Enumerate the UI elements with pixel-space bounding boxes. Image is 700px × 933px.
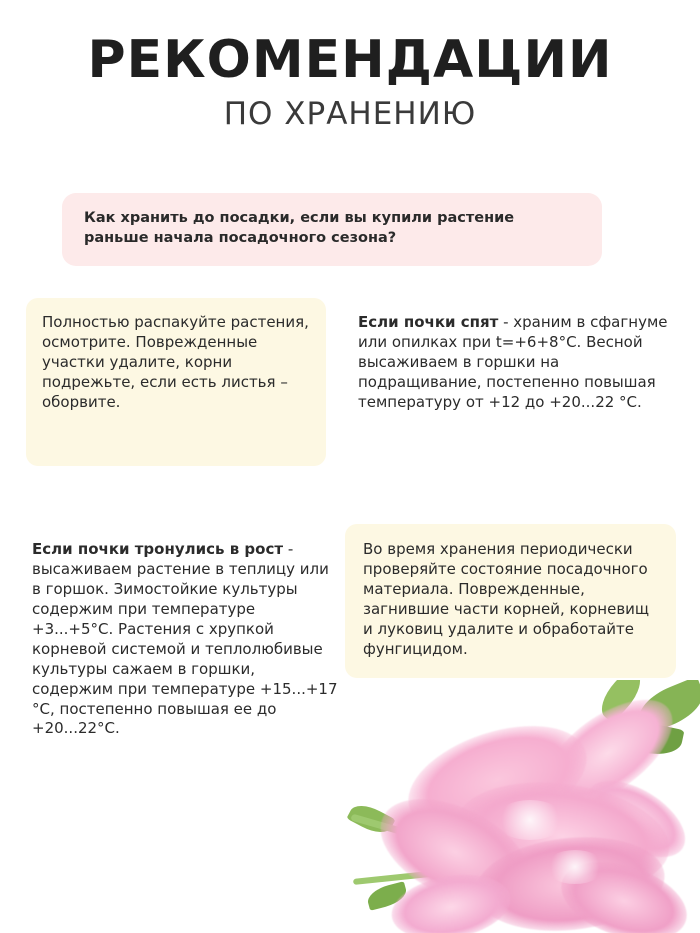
card-buds-growing	[26, 530, 346, 753]
photo-highlight	[545, 850, 605, 884]
card-unpack-text: Полностью распакуйте растения, осмотрите. Поврежденные участки удалите, корни подрежьте, если есть листья – оборвите.	[42, 313, 309, 411]
card-storage-check-text: Во время хранения периодически проверяйте состояние посадочного материала. Поврежденные, загнившие части корней, корневищ и луковиц удалите и обработайте фунгицидом.	[363, 540, 650, 658]
card-buds-dormant-heading: Если почки спят	[358, 313, 499, 331]
page-title	[0, 0, 700, 131]
card-unpack	[26, 298, 326, 466]
pink-astilbe-flower-photo	[345, 680, 700, 933]
card-buds-dormant	[352, 298, 676, 466]
title-sub: ПО ХРАНЕНИЮ	[223, 96, 477, 132]
card-buds-growing-text: - высаживаем растение в теплицу или в горшок. Зимостойкие культуры содержим при температуре +3...+5°С. Растения с хрупкой корневой системой и теплолюбивые культуры сажаем в горшки, содержим при температуре +15...+17 °С, постепенно повышая ее до +20...22°С.	[32, 540, 338, 738]
title-main: РЕКОМЕНДАЦИИ	[87, 30, 613, 90]
photo-highlight	[495, 800, 565, 840]
card-buds-growing-heading: Если почки тронулись в рост	[32, 540, 284, 558]
card-buds-dormant-text: - храним в сфагнуме или опилках при t=+6+8°С. Весной высаживаем в горшки на подращивание, постепенно повышая температуру от +12 до +20...22 °С.	[358, 313, 668, 411]
question-banner	[62, 193, 602, 266]
card-storage-check	[345, 524, 676, 678]
question-text: Как хранить до посадки, если вы купили растение раньше начала посадочного сезона?	[84, 210, 515, 246]
